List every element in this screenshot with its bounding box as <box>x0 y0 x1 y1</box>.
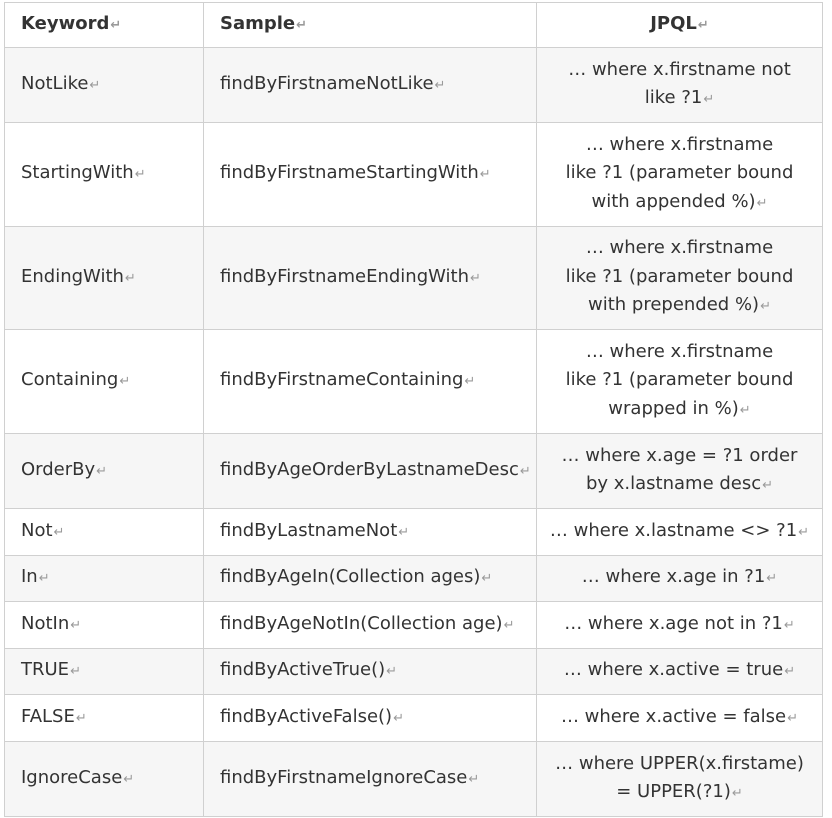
paragraph-mark-icon <box>481 571 492 586</box>
sample-text: findByAgeNotIn(Collection age) <box>220 612 503 634</box>
table-row <box>5 556 823 602</box>
jpql-cell <box>537 227 823 330</box>
keyword-text: NotIn <box>21 612 70 634</box>
sample-text: findByActiveFalse() <box>220 705 393 727</box>
sample-text: findByAgeOrderByLastnameDesc <box>220 458 519 480</box>
jpql-cell <box>537 509 823 556</box>
sample-text: findByFirstnameContaining <box>220 369 464 391</box>
paragraph-mark-icon <box>435 78 446 93</box>
paragraph-mark-icon <box>784 664 795 679</box>
paragraph-mark-icon <box>386 664 397 679</box>
paragraph-mark-icon <box>296 18 307 33</box>
paragraph-mark-icon <box>398 525 409 540</box>
paragraph-mark-icon <box>39 571 50 586</box>
paragraph-mark-icon <box>135 167 146 182</box>
paragraph-mark-icon <box>393 711 404 726</box>
sample-cell <box>204 48 537 123</box>
keyword-text: Not <box>21 519 53 541</box>
paragraph-mark-icon <box>123 772 134 787</box>
jpql-line: wrapped in %) <box>608 397 739 419</box>
keyword-cell <box>5 123 204 227</box>
paragraph-mark-icon <box>784 618 795 633</box>
table-row <box>5 602 823 649</box>
paragraph-mark-icon <box>760 299 771 314</box>
jpql-line: … where x.firstname not <box>568 58 791 80</box>
jpql-line: with prepended %) <box>587 294 760 316</box>
keyword-cell <box>5 602 204 649</box>
keyword-text: Containing <box>21 369 119 391</box>
paragraph-mark-icon <box>96 464 107 479</box>
keyword-cell <box>5 330 204 434</box>
keyword-cell <box>5 509 204 556</box>
paragraph-mark-icon <box>464 374 475 389</box>
header-sample-text: Sample <box>220 12 296 34</box>
paragraph-mark-icon <box>70 664 81 679</box>
paragraph-mark-icon <box>70 618 81 633</box>
sample-cell <box>204 123 537 227</box>
paragraph-mark-icon <box>125 271 136 286</box>
jpql-cell <box>537 556 823 602</box>
table-row <box>5 123 823 227</box>
keyword-text: StartingWith <box>21 162 134 184</box>
paragraph-mark-icon <box>732 786 743 801</box>
paragraph-mark-icon <box>54 525 65 540</box>
header-jpql <box>537 3 823 48</box>
sample-cell <box>204 556 537 602</box>
sample-cell <box>204 602 537 649</box>
jpql-cell <box>537 602 823 649</box>
jpql-line: … where x.age in ?1 <box>581 566 766 588</box>
keyword-text: OrderBy <box>21 458 96 480</box>
jpql-line: like ?1 (parameter bound <box>565 162 794 184</box>
table-row <box>5 48 823 123</box>
keyword-cell <box>5 556 204 602</box>
sample-text: findByLastnameNot <box>220 519 398 541</box>
sample-text: findByActiveTrue() <box>220 659 386 681</box>
paragraph-mark-icon <box>520 464 531 479</box>
paragraph-mark-icon <box>740 403 751 418</box>
jpql-line: … where x.active = true <box>563 659 784 681</box>
jpql-line: = UPPER(?1) <box>616 781 731 802</box>
header-row <box>5 3 823 48</box>
header-jpql-text: JPQL <box>650 12 697 34</box>
table-row <box>5 695 823 742</box>
sample-cell <box>204 649 537 695</box>
keyword-cell <box>5 227 204 330</box>
paragraph-mark-icon <box>110 18 121 33</box>
paragraph-mark-icon <box>757 196 768 211</box>
paragraph-mark-icon <box>89 78 100 93</box>
sample-text: findByFirstnameEndingWith <box>220 265 470 287</box>
keyword-cell <box>5 742 204 817</box>
keyword-cell <box>5 434 204 509</box>
jpql-cell <box>537 742 823 817</box>
paragraph-mark-icon <box>480 167 491 182</box>
jpql-line: … where x.firstname <box>585 237 774 259</box>
sample-text: findByFirstnameNotLike <box>220 72 434 94</box>
paragraph-mark-icon <box>698 18 709 33</box>
keyword-text: EndingWith <box>21 265 124 287</box>
jpql-line: like ?1 <box>644 87 703 108</box>
paragraph-mark-icon <box>504 618 515 633</box>
jpql-line: … where x.firstname <box>585 133 774 155</box>
keyword-table <box>4 2 823 817</box>
keyword-text: NotLike <box>21 72 89 94</box>
keyword-text: FALSE <box>21 705 75 727</box>
paragraph-mark-icon <box>766 571 777 586</box>
jpql-line: … where x.age = ?1 order <box>561 444 798 466</box>
jpql-cell <box>537 434 823 509</box>
paragraph-mark-icon <box>470 271 481 286</box>
sample-cell <box>204 695 537 742</box>
table-row <box>5 330 823 434</box>
jpql-line: … where x.firstname <box>585 340 774 362</box>
paragraph-mark-icon <box>703 92 714 107</box>
table-row <box>5 649 823 695</box>
keyword-text: TRUE <box>21 659 70 681</box>
keyword-text: IgnoreCase <box>21 766 123 788</box>
keyword-cell <box>5 48 204 123</box>
sample-text: findByAgeIn(Collection ages) <box>220 566 481 588</box>
jpql-line: … where UPPER(x.firstame) <box>555 752 804 774</box>
paragraph-mark-icon <box>119 374 130 389</box>
sample-text: findByFirstnameStartingWith <box>220 162 479 184</box>
header-sample <box>204 3 537 48</box>
keyword-cell <box>5 649 204 695</box>
sample-text: findByFirstnameIgnoreCase <box>220 766 468 788</box>
paragraph-mark-icon <box>468 772 479 787</box>
header-keyword <box>5 3 204 48</box>
paragraph-mark-icon <box>76 711 87 726</box>
keyword-text: In <box>21 566 38 588</box>
table-body <box>5 48 823 817</box>
jpql-line: like ?1 (parameter bound <box>565 369 794 391</box>
table-row <box>5 227 823 330</box>
jpql-cell <box>537 48 823 123</box>
jpql-line: like ?1 (parameter bound <box>565 265 794 287</box>
jpql-cell <box>537 649 823 695</box>
sample-cell <box>204 330 537 434</box>
sample-cell <box>204 509 537 556</box>
paragraph-mark-icon <box>762 478 773 493</box>
table-row <box>5 509 823 556</box>
jpql-cell <box>537 695 823 742</box>
sample-cell <box>204 434 537 509</box>
table-row <box>5 434 823 509</box>
sample-cell <box>204 742 537 817</box>
jpql-line: with appended %) <box>591 190 756 212</box>
jpql-line: … where x.age not in ?1 <box>564 612 783 634</box>
paragraph-mark-icon <box>798 525 809 540</box>
jpql-line: … where x.lastname <> ?1 <box>549 519 798 541</box>
jpql-line: by x.lastname desc <box>585 473 762 494</box>
jpql-line: … where x.active = false <box>560 705 787 727</box>
paragraph-mark-icon <box>787 711 798 726</box>
jpql-cell <box>537 123 823 227</box>
sample-cell <box>204 227 537 330</box>
jpql-cell <box>537 330 823 434</box>
table-row <box>5 742 823 817</box>
keyword-cell <box>5 695 204 742</box>
header-keyword-text: Keyword <box>21 12 110 34</box>
